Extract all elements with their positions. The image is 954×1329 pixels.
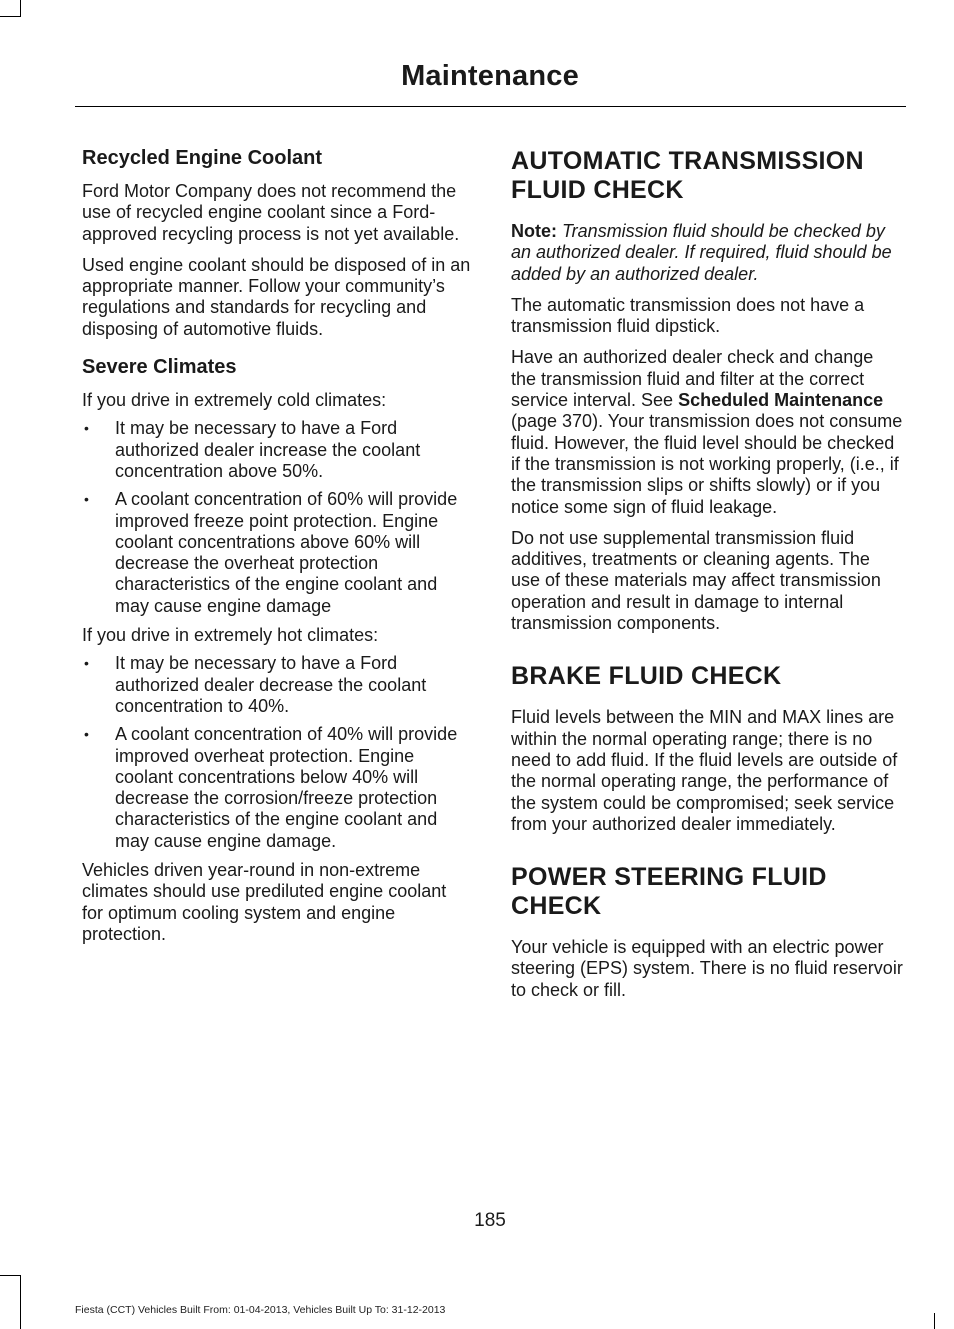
section-heading-automatic-transmission: AUTOMATIC TRANSMISSION FLUID CHECK (511, 147, 864, 204)
paragraph-text: Have an authorized dealer check and change the transmission fluid and filter at the correct service interval. See (511, 347, 874, 411)
section-heading-brake-fluid: BRAKE FLUID CHECK (511, 662, 782, 691)
paragraph: Vehicles driven year-round in non-extreme climates should use prediluted engine coolant for optimum cooling system and engine protection. (82, 860, 447, 944)
paragraph: Do not use supplemental transmission fluid additives, treatments or cleaning agents. The use of these materials may affect transmission operation and result in damage to internal transmission components. (511, 527, 881, 634)
paragraph (511, 347, 903, 517)
paragraph: If you drive in extremely hot climates: (82, 625, 379, 646)
crop-mark (20, 0, 21, 17)
list-item: • A coolant concentration of 60% will provide improved freeze point protection. Engine coolant concentrations above 60% will decrease the overheat protection characteristics of the engine coolant and may cause engine damage (82, 489, 472, 617)
paragraph-text: (page 370). Your transmission does not consume fluid. However, the fluid level should be checked if the transmission is not working properly, (i.e., if the transmission slips or shifts slowly) or if you notice some sign of fluid leakage. (511, 411, 903, 517)
crop-mark (0, 16, 20, 17)
paragraph: If you drive in extremely cold climates: (82, 390, 387, 411)
header-divider (75, 106, 906, 107)
page-title: Maintenance (401, 60, 579, 92)
left-column (82, 145, 472, 955)
crop-mark (0, 1275, 20, 1276)
section-heading-recycled-coolant: Recycled Engine Coolant (82, 147, 323, 169)
page-number: 185 (474, 1210, 506, 1231)
paragraph: The automatic transmission does not have a transmission fluid dipstick. (511, 294, 865, 337)
section-heading-power-steering: POWER STEERING FLUID CHECK (511, 863, 827, 921)
right-column (511, 145, 903, 1011)
note (511, 221, 903, 285)
note-label: Note: (511, 221, 557, 241)
paragraph: Your vehicle is equipped with an electric power steering (EPS) system. There is no fluid reservoir to check or fill. (511, 937, 903, 1000)
paragraph: Fluid levels between the MIN and MAX lines are within the normal operating range; there is no need to add fluid. If the fluid levels are outside of the normal operating range, the performance of the system could be compromised; seek service from your authorized dealer immediately. (511, 707, 898, 834)
paragraph: Ford Motor Company does not recommend the use of recycled engine coolant since a Ford-approved recycling process is not yet available. (82, 181, 460, 244)
hot-climate-list (82, 653, 472, 852)
crop-mark (934, 1313, 935, 1329)
footer-vehicle-info: Fiesta (CCT) Vehicles Built From: 01-04-2013, Vehicles Built Up To: 31-12-2013 (75, 1304, 446, 1316)
crop-mark (20, 1275, 21, 1329)
list-item: • It may be necessary to have a Ford authorized dealer decrease the coolant concentration to 40%. (82, 653, 472, 717)
list-item: • It may be necessary to have a Ford authorized dealer increase the coolant concentration above 50%. (82, 418, 472, 482)
scheduled-maintenance-link[interactable]: Scheduled Maintenance (678, 390, 884, 411)
cold-climate-list (82, 418, 472, 617)
list-item: • A coolant concentration of 40% will provide improved overheat protection. Engine coolant concentrations below 40% will decrease the corrosion/freeze protection characteristics of the engine coolant and may cause engine damage. (82, 724, 472, 852)
paragraph: Used engine coolant should be disposed of in an appropriate manner. Follow your community’s regulations and standards for recycling and disposing of automotive fluids. (82, 254, 471, 339)
note-text: Transmission fluid should be checked by an authorized dealer. If required, fluid should be added by an authorized dealer. (511, 221, 892, 284)
section-heading-severe-climates: Severe Climates (82, 356, 237, 379)
